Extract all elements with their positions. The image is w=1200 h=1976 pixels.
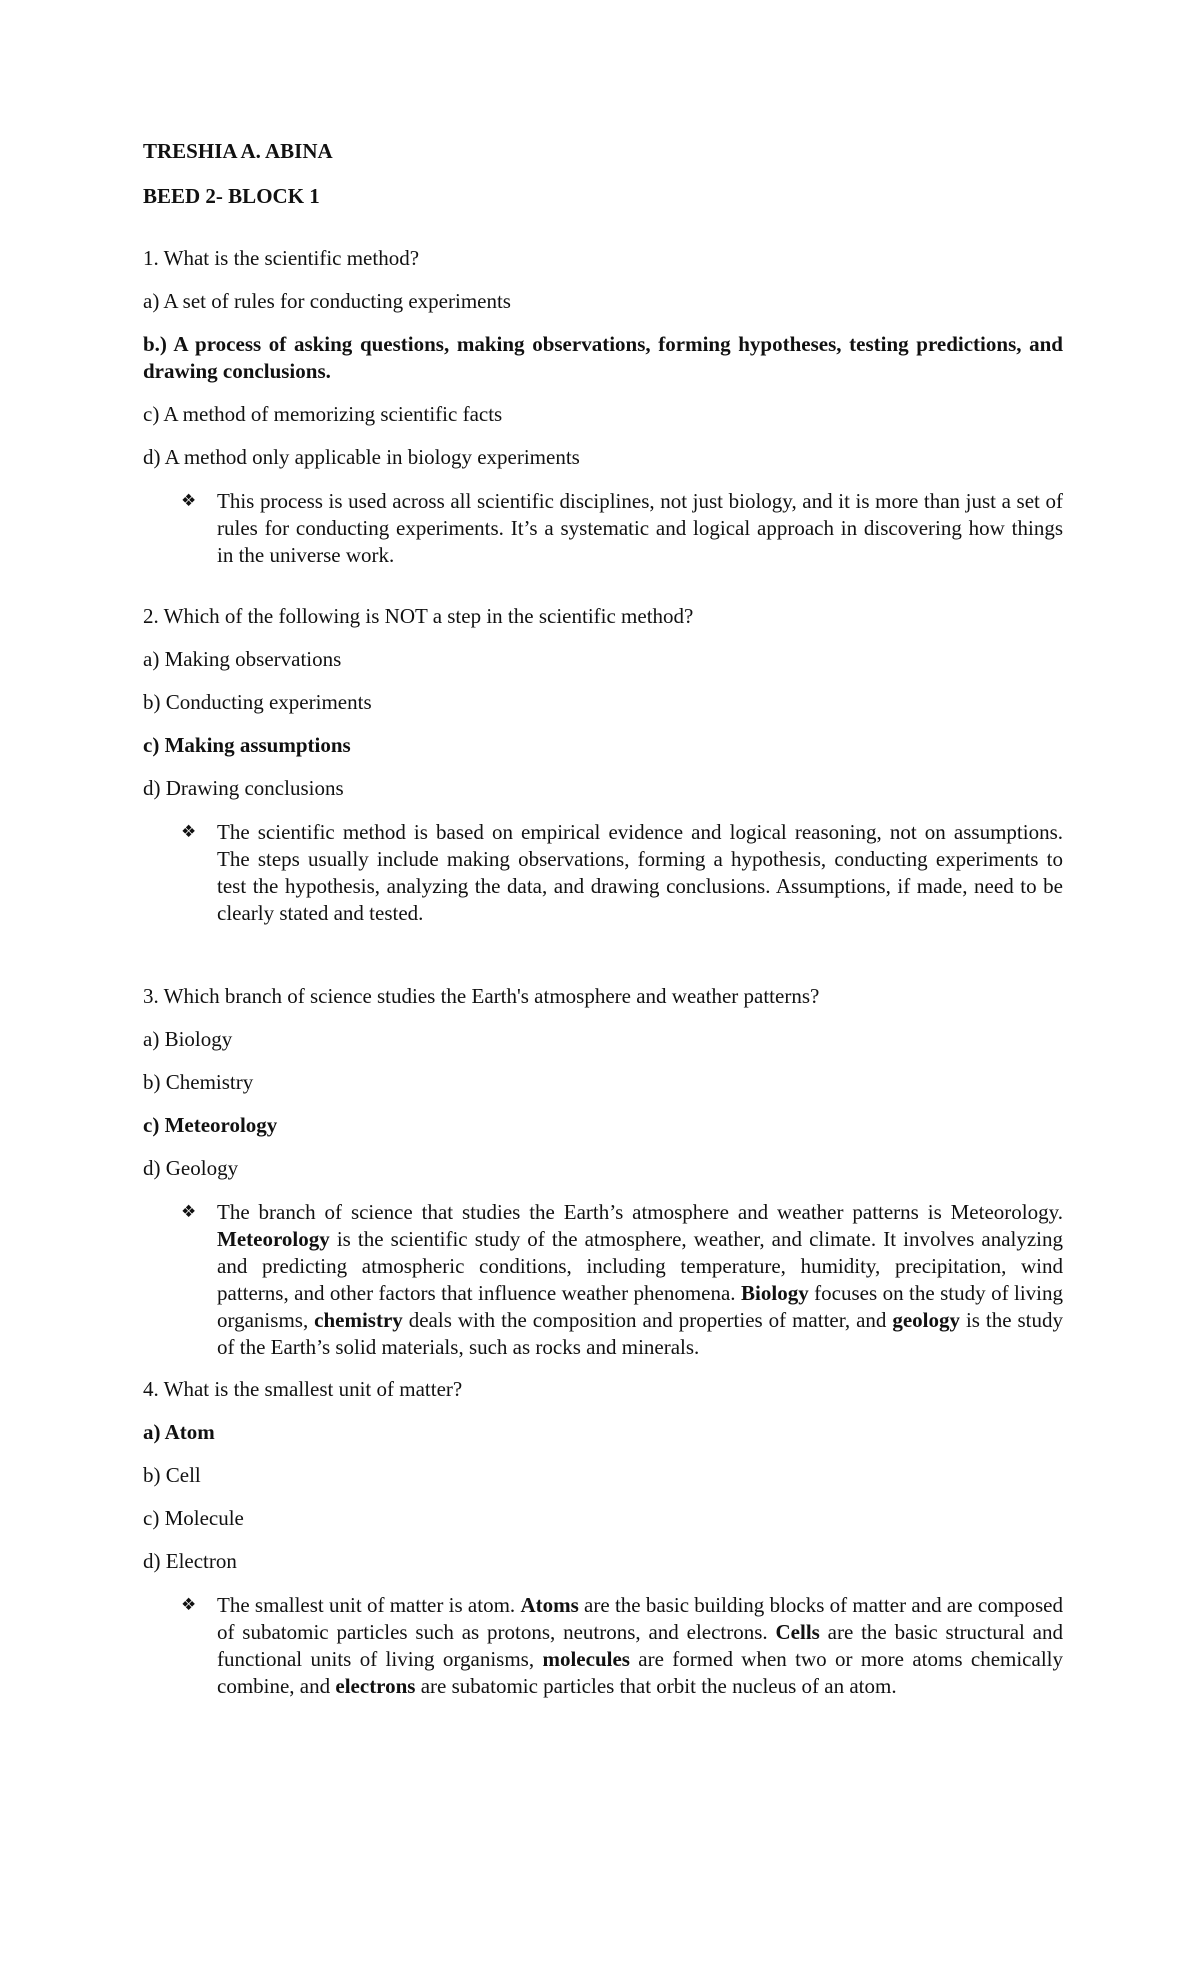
q1-explanation-text: This process is used across all scientific disciplines, not just biology, and it is more than just a set of rules for conducting experiments. It’s a systematic and logical approach in discovering how things in the universe work. bbox=[217, 489, 1063, 567]
keyword-atoms: Atoms bbox=[520, 1593, 579, 1617]
q3-option-c-answer: c) Meteorology bbox=[143, 1113, 278, 1137]
q2-option-c-answer: c) Making assumptions bbox=[143, 733, 351, 757]
question-4: 4. What is the smallest unit of matter? bbox=[143, 1377, 463, 1401]
q3-explanation bbox=[143, 1199, 1063, 1361]
question-2: 2. Which of the following is NOT a step in the scientific method? bbox=[143, 604, 694, 628]
keyword-meteorology: Meteorology bbox=[217, 1227, 330, 1251]
diamond-star-bullet-icon: ❖ bbox=[181, 491, 197, 511]
question-3: 3. Which branch of science studies the Earth's atmosphere and weather patterns? bbox=[143, 984, 820, 1008]
q4-option-c: c) Molecule bbox=[143, 1506, 244, 1530]
q4-option-b: b) Cell bbox=[143, 1463, 201, 1487]
q1-explanation bbox=[143, 488, 1063, 569]
student-block: BEED 2- BLOCK 1 bbox=[143, 184, 320, 208]
diamond-star-bullet-icon: ❖ bbox=[181, 822, 197, 842]
q2-explanation-text: The scientific method is based on empirical evidence and logical reasoning, not on assumptions. The steps usually include making observations, forming a hypothesis, conducting experiments to test the hypothesis, analyzing the data, and drawing conclusions. Assumptions, if made, need to be clearly stated and tested. bbox=[217, 820, 1063, 925]
q4-explanation bbox=[143, 1592, 1063, 1700]
q4-option-d: d) Electron bbox=[143, 1549, 237, 1573]
q2-option-d: d) Drawing conclusions bbox=[143, 776, 344, 800]
keyword-geology: geology bbox=[892, 1308, 961, 1332]
keyword-cells: Cells bbox=[775, 1620, 820, 1644]
keyword-electrons: electrons bbox=[335, 1674, 416, 1698]
question-1: 1. What is the scientific method? bbox=[143, 246, 420, 270]
q1-option-d: d) A method only applicable in biology experiments bbox=[143, 445, 580, 469]
keyword-molecules: molecules bbox=[542, 1647, 630, 1671]
student-name: TRESHIA A. ABINA bbox=[143, 139, 333, 163]
q3-option-a: a) Biology bbox=[143, 1027, 233, 1051]
q4-explanation-text: The smallest unit of matter is atom. Atoms are the basic building blocks of matter and are composed of subatomic particles such as protons, neutrons, and electrons. Cells are the basic structural and functional units of living organisms, molecules are formed when two or more atoms chemically combine, and electrons are subatomic particles that orbit the nucleus of an atom. bbox=[217, 1593, 1063, 1698]
diamond-star-bullet-icon: ❖ bbox=[181, 1202, 197, 1222]
q2-explanation bbox=[143, 819, 1063, 927]
q1-option-c: c) A method of memorizing scientific facts bbox=[143, 402, 503, 426]
q2-option-a: a) Making observations bbox=[143, 647, 342, 671]
q1-option-b-answer: b.) A process of asking questions, making observations, forming hypotheses, testing predictions, and drawing conclusions. bbox=[143, 332, 1063, 383]
q2-option-b: b) Conducting experiments bbox=[143, 690, 372, 714]
q3-explanation-text: The branch of science that studies the Earth’s atmosphere and weather patterns is Meteorology. Meteorology is the scientific study of the atmosphere, weather, and climate. It involves analyzing and predicting atmospheric conditions, including temperature, humidity, precipitation, wind patterns, and other factors that influence weather phenomena. Biology focuses on the study of living organisms, chemistry deals with the composition and properties of matter, and geology is the study of the Earth’s solid materials, such as rocks and minerals. bbox=[217, 1200, 1064, 1359]
q1-option-a: a) A set of rules for conducting experiments bbox=[143, 289, 511, 313]
q3-option-b: b) Chemistry bbox=[143, 1070, 254, 1094]
keyword-chemistry: chemistry bbox=[314, 1308, 403, 1332]
q4-option-a-answer: a) Atom bbox=[143, 1420, 215, 1444]
keyword-biology: Biology bbox=[741, 1281, 809, 1305]
diamond-star-bullet-icon: ❖ bbox=[181, 1595, 197, 1615]
q3-option-d: d) Geology bbox=[143, 1156, 239, 1180]
